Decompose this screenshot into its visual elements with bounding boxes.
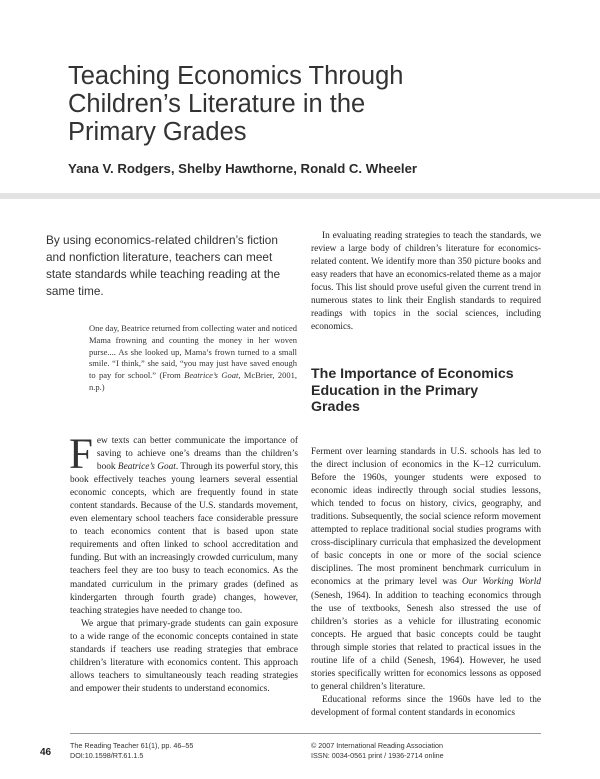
title-line: Teaching Economics Through [68,62,404,90]
body-paragraph: We argue that primary-grade students can gain exposure to a wide range of the economic concepts contained in state standards if teachers use reading strategies that embrace children’s literature with economics content. This approach allows teachers to simultaneously teach reading strategies and empower their students to understand economics. [70,618,298,694]
copyright: © 2007 International Reading Association [311,741,443,750]
page-number: 46 [40,747,52,758]
paragraph-text: Ferment over learning standards in U.S. schools has led to the direct inclusion of economics in the K–12 curriculum. Before the 1960s, younger students were exposed to economic ideas indirectly through social studies lessons, which tended to focus on history, civics, geography, and traditions. Subsequently, the social science reform movement attempted to replace traditional social studies programs with cross-disciplinary curricula that emphasized the development of basic concepts in one or more of the social science disciplines. The most prominent benchmark curriculum in economics at the primary level was [311,447,541,588]
header-divider [0,193,600,199]
section-heading [311,366,541,416]
heading-line: Grades [311,399,360,415]
body-paragraph: Educational reforms since the 1960s have led to the development of formal content standards in economics [311,694,541,718]
body-paragraph [69,431,298,618]
body-paragraph [311,446,541,694]
body-paragraph: In evaluating reading strategies to teach the standards, we review a large body of children’s literature for economics-related content. We identify more than 350 picture books and easy readers that have an economics-related theme as a major focus. This list should prove useful given the current trend in numerous states to link their English standards to required readings with topics in the social sciences, including economics. [311,231,541,333]
book-title: Our Working World [462,577,541,588]
epigraph-citation: , McBrier, 2001, n.p.) [89,370,297,392]
abstract: By using economics-related children’s fiction and nonfiction literature, teachers can meet state standards while teaching reading at the same time. [46,233,281,298]
footer-divider [70,733,541,734]
heading-line: Education in the Primary [311,382,479,399]
article-title [68,62,538,146]
paragraph-text: ew texts can better communicate the importance of saving to achieve one’s dreams than the children’s book [96,436,298,473]
right-body-column-bottom [311,446,541,720]
paragraph-text: . Through its powerful story, this book effectively teaches young learners several essential economic concepts, which are frequently found in state content standards. Because of the U.S. standards movement, even elementary school teachers face considerable pressure to teach economics content that is based upon state requirements and often linked to school accreditation and funding. But with an increasingly crowded curriculum, many teachers feel they are too busy to teach economics. As the mandated curriculum in the primary grades (defined as kindergarten through fourth grade) changes, however, teaching strategies have needed to change too. [70,462,298,616]
title-line: Children’s Literature in the [68,90,366,118]
issn: ISSN: 0034-0561 print / 1936-2714 online [311,750,444,760]
journal-name: The Reading Teacher 61(1), pp. 46–55 [70,741,194,750]
drop-cap: F [69,431,93,478]
epigraph-text: One day, Beatrice returned from collecting water and noticed Mama frowning and counting the money in her woven purse.... As she looked up, Mama’s frown turned to a small smile. “I think,” she said, “you may just have saved enough to pay for school.” (From [89,323,297,381]
publisher-info [311,741,444,760]
author-list: Yana V. Rodgers, Shelby Hawthorne, Ronald C. Wheeler [68,161,418,176]
left-body-column [69,431,298,696]
journal-citation [70,741,193,760]
book-title: Beatrice’s Goat [117,462,176,473]
doi: DOI:10.1598/RT.61.1.5 [70,750,144,760]
heading-line: The Importance of Economics [311,366,514,382]
epigraph-book-title: Beatrice’s Goat [184,370,239,381]
right-body-column-top [311,230,541,334]
title-line: Primary Grades [68,118,247,146]
epigraph [89,323,297,394]
paragraph-text: (Senesh, 1964). In addition to teaching economics through the use of textbooks, Senesh also stressed the use of children’s stories as a vehicle for illustrating economic concepts. He argued that basic concepts could be taught through simple stories that related to practical issues in the routine life of a child (Senesh, 1964). However, he used stories specifically written for economics lessons as opposed to general children’s literature. [311,590,541,692]
